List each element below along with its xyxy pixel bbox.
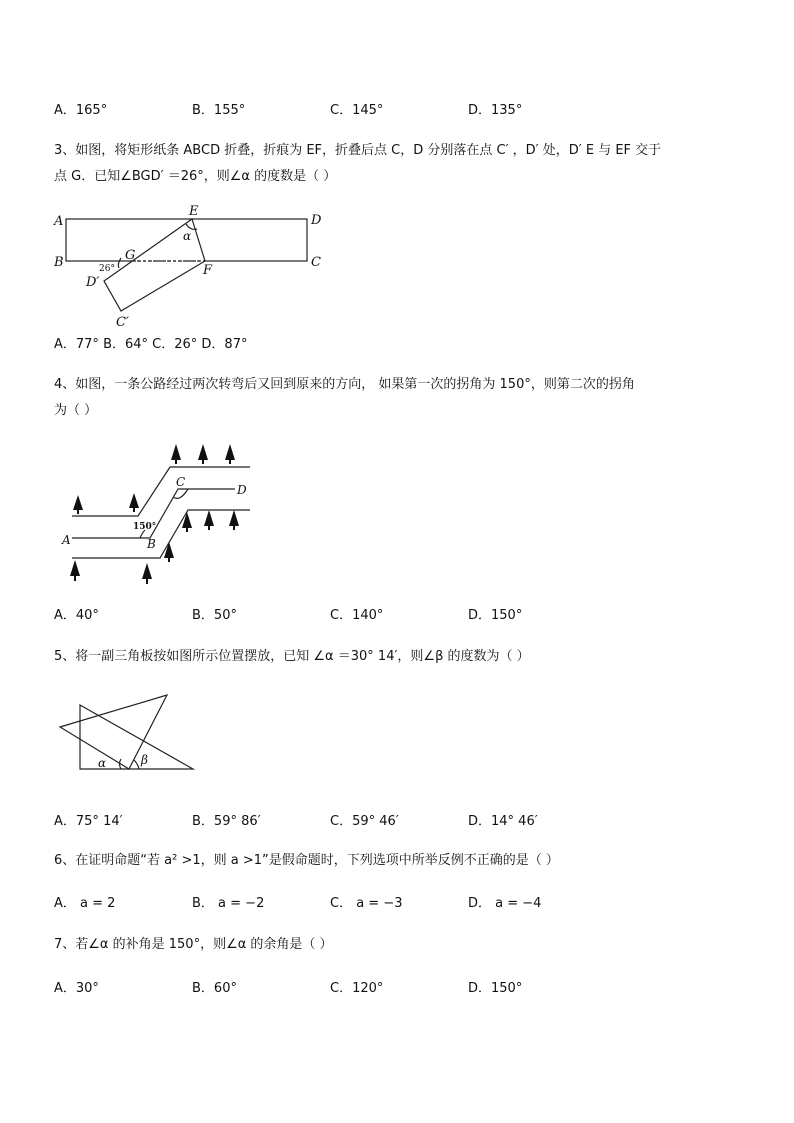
q4-option-b[interactable]: B．50° [192, 608, 237, 623]
q2-option-d[interactable]: D．135° [468, 103, 523, 118]
q6-option-c[interactable]: C． a = −3 [330, 896, 403, 911]
q6-text-line1: 6、在证明命题“若 a² >1，则 a >1”是假命题时，下列选项中所举反例不正确的是（ ） [54, 853, 559, 868]
q5-option-d[interactable]: D．14° 46′ [468, 814, 538, 829]
q5-beta-arc [134, 760, 139, 769]
q4-label-150: 150° [133, 522, 157, 532]
tree-icon [198, 444, 208, 464]
q2-option-b[interactable]: B．155° [192, 103, 246, 118]
q5-option-a[interactable]: A．75° 14′ [54, 814, 123, 829]
q3-folded-part [104, 219, 205, 311]
q3-text-line2: 点 G．已知∠BGD′ ＝26°，则∠α 的度数是（ ） [54, 169, 337, 184]
q3-label-a: A [54, 214, 64, 229]
q5-triangle-2 [60, 695, 167, 769]
q5-alpha-arc [120, 759, 122, 769]
q4-label-b: B [147, 537, 156, 551]
q4-road-center [72, 489, 235, 538]
q3-label-26: 26° [99, 264, 115, 274]
tree-icon [225, 444, 235, 464]
q4-angle-150-arc [140, 530, 145, 538]
q6-option-d[interactable]: D． a = −4 [468, 896, 542, 911]
q2-option-a[interactable]: A．165° [54, 103, 108, 118]
q4-option-d[interactable]: D．150° [468, 608, 523, 623]
tree-icon [129, 493, 139, 512]
q3-26-arc [118, 258, 121, 268]
q4-label-d: D [237, 483, 247, 497]
tree-icon [142, 563, 152, 584]
q3-label-g: G [125, 248, 136, 263]
q4-label-c: C [176, 475, 186, 489]
q4-option-c[interactable]: C．140° [330, 608, 384, 623]
tree-icon [70, 560, 80, 581]
q3-label-d: D [311, 213, 322, 228]
tree-icon [182, 512, 192, 532]
q3-text-line1: 3、如图，将矩形纸条 ABCD 折叠，折痕为 EF，折叠后点 C，D 分别落在点 C′ ，D′ 处，D′ E 与 EF 交于 [54, 143, 662, 158]
q4-angle-c-arc [173, 489, 188, 498]
q4-road-upper-edge [72, 467, 250, 516]
q7-option-b[interactable]: B．60° [192, 981, 237, 996]
q2-option-c[interactable]: C．145° [330, 103, 384, 118]
q3-label-alpha: α [183, 229, 192, 243]
q3-label-cprime: C′ [116, 315, 129, 330]
q7-option-a[interactable]: A．30° [54, 981, 99, 996]
q5-option-b[interactable]: B．59° 86′ [192, 814, 261, 829]
q6-option-b[interactable]: B． a = −2 [192, 896, 265, 911]
tree-icon [164, 542, 174, 562]
q3-label-f: F [203, 263, 213, 278]
q3-label-c: C [311, 255, 321, 270]
q3-label-e: E [189, 204, 199, 219]
tree-icon [204, 510, 214, 530]
q5-triangle-1 [80, 705, 193, 769]
q3-options[interactable]: A．77° B．64° C．26° D．87° [54, 337, 248, 352]
tree-icon [229, 510, 239, 530]
q5-option-c[interactable]: C．59° 46′ [330, 814, 399, 829]
q4-label-a: A [62, 533, 71, 547]
q7-option-c[interactable]: C．120° [330, 981, 384, 996]
q4-option-a[interactable]: A．40° [54, 608, 99, 623]
tree-icon [171, 444, 181, 464]
q5-text-line1: 5、将一副三角板按如图所示位置摆放，已知 ∠α ＝30° 14′，则∠β 的度数为（ ） [54, 649, 530, 664]
q5-label-alpha: α [98, 756, 107, 770]
q3-alpha-arc [186, 224, 197, 229]
q6-option-a[interactable]: A． a = 2 [54, 896, 116, 911]
q4-text-line1: 4、如图，一条公路经过两次转弯后又回到原来的方向， 如果第一次的拐角为 150°，则第二次的拐角 [54, 377, 635, 392]
tree-icon [73, 495, 83, 514]
q5-label-beta: β [141, 753, 148, 767]
q3-paper-strip [66, 219, 307, 261]
q7-text-line1: 7、若∠α 的补角是 150°，则∠α 的余角是（ ） [54, 937, 333, 952]
q4-trees [70, 444, 239, 584]
q3-label-dprime: D′ [86, 275, 100, 290]
q4-text-line2: 为（ ） [54, 403, 98, 418]
q3-label-b: B [54, 255, 64, 270]
q4-road-lower-edge [72, 510, 250, 558]
q7-option-d[interactable]: D．150° [468, 981, 523, 996]
